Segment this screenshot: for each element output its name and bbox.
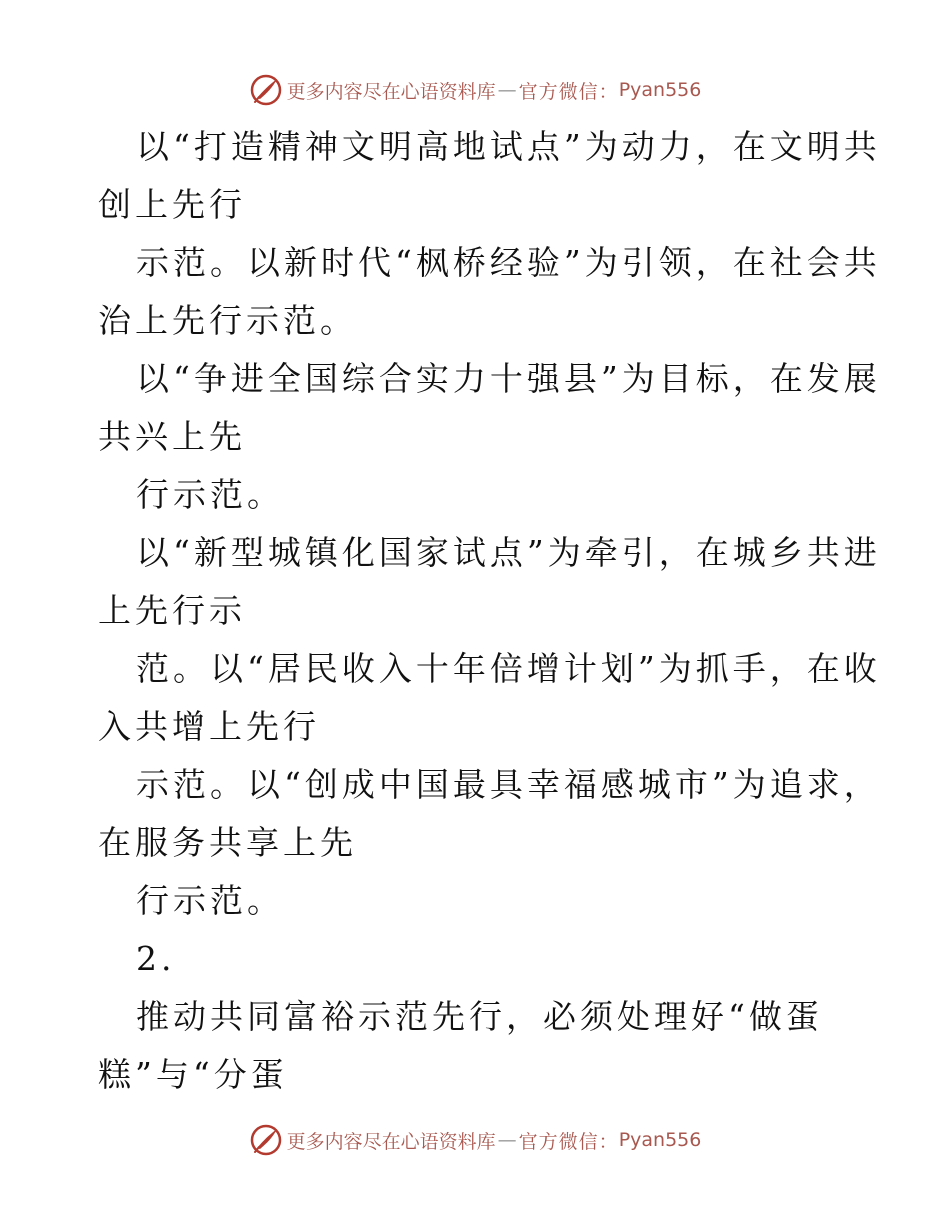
footer-watermark: [0, 1120, 950, 1160]
text-line: 以“打造精神文明高地试点”为动力，在文明共: [136, 127, 881, 166]
text-line: 推动共同富裕示范先行，必须处理好“做蛋: [136, 997, 823, 1036]
text-line: 治上先行示范。: [98, 301, 357, 340]
text-line: 创上先行: [98, 185, 246, 224]
watermark-wechat-label: 官方微信：: [518, 1130, 619, 1153]
section-number: 2.: [136, 939, 176, 978]
watermark-text: 更多内容尽在心语资料库: [286, 1130, 496, 1153]
text-line: 行示范。: [136, 881, 284, 920]
text-line: 示范。以“创成中国最具幸福感城市”为追求，: [136, 765, 881, 804]
text-line: 以“新型城镇化国家试点”为牵引，在城乡共进: [136, 533, 881, 572]
text-line: 在服务共享上先: [98, 823, 357, 862]
watermark-account: Pyan556: [618, 79, 702, 101]
text-line: 以“争进全国综合实力十强县”为目标，在发展: [136, 359, 881, 398]
watermark-account: Pyan556: [618, 1129, 702, 1151]
watermark-separator: —: [497, 1129, 517, 1151]
header-watermark: [0, 70, 950, 110]
text-line: 入共增上先行: [98, 707, 320, 746]
text-line: 行示范。: [136, 475, 284, 514]
quill-logo-icon: [249, 1123, 283, 1157]
text-line: 示范。以新时代“枫桥经验”为引领，在社会共: [136, 243, 881, 282]
watermark-separator: —: [497, 79, 517, 101]
quill-logo-icon: [249, 73, 283, 107]
text-line: 上先行示: [98, 591, 246, 630]
text-line: 范。以“居民收入十年倍增计划”为抓手，在收: [136, 649, 881, 688]
watermark-text: 更多内容尽在心语资料库: [286, 80, 496, 103]
text-line: 糕”与“分蛋: [98, 1055, 288, 1094]
document-body: [98, 118, 881, 1104]
text-line: 共兴上先: [98, 417, 246, 456]
watermark-wechat-label: 官方微信：: [518, 80, 619, 103]
